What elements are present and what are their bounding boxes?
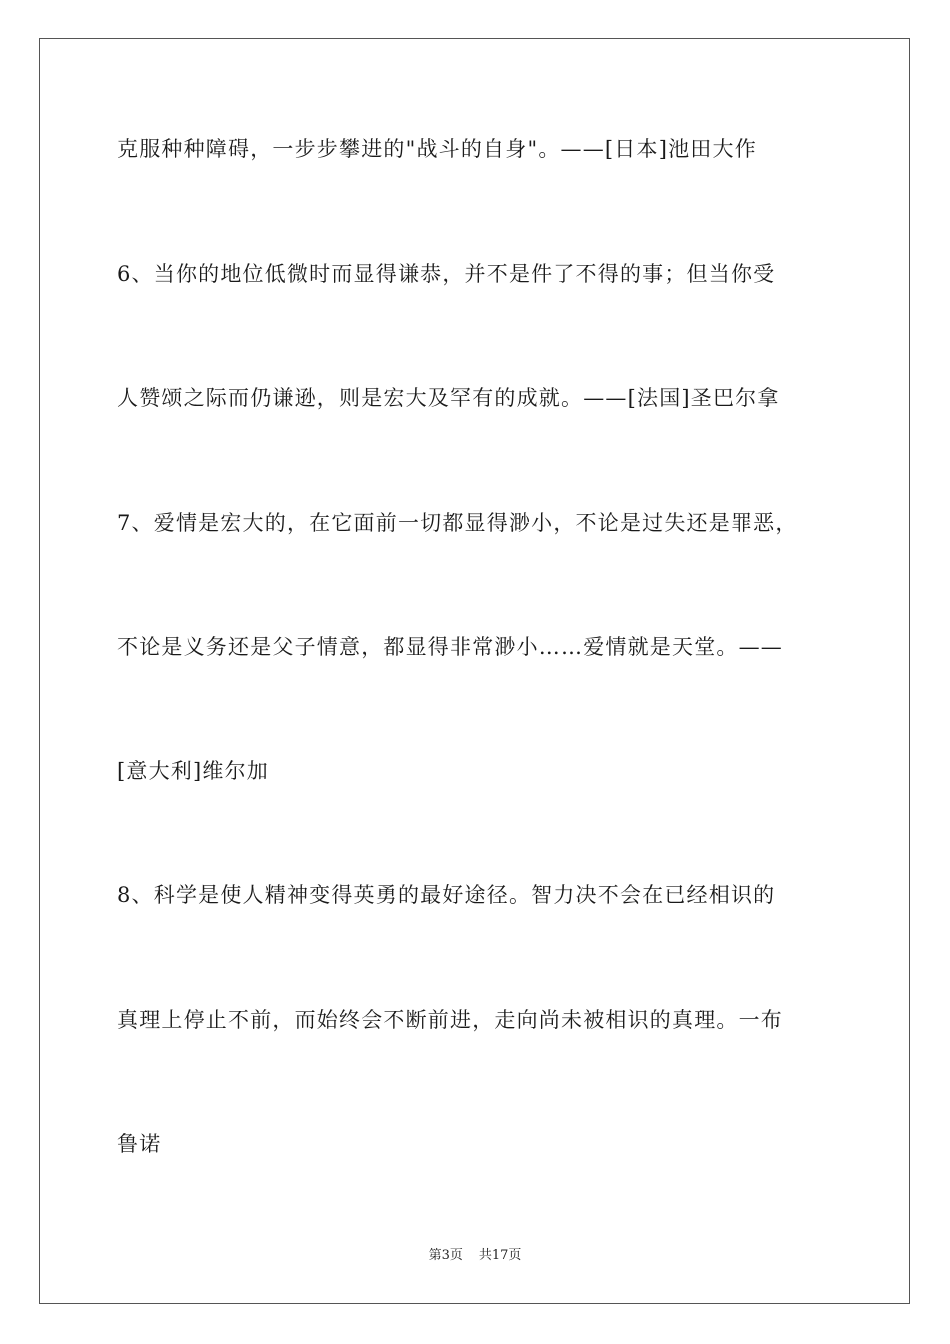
page-total: 共17页 — [478, 1248, 522, 1263]
text-line-6: [意大利]维尔加 — [117, 759, 269, 783]
text-line-1: 克服种种障碍，一步步攀进的"战斗的自身"。——[日本]池田大作 — [117, 137, 757, 161]
text-line-5: 不论是义务还是父子情意，都显得非常渺小……爱情就是天堂。—— — [117, 635, 783, 659]
page-border — [39, 38, 910, 1304]
text-line-2: 6、当你的地位低微时而显得谦恭，并不是件了不得的事；但当你受 — [117, 262, 776, 286]
page-footer — [0, 1247, 950, 1265]
text-line-9: 鲁诺 — [117, 1132, 162, 1156]
text-line-3: 人赞颂之际而仍谦逊，则是宏大及罕有的成就。——[法国]圣巴尔拿 — [117, 386, 780, 410]
text-line-4: 7、爱情是宏大的，在它面前一切都显得渺小，不论是过失还是罪恶， — [117, 511, 798, 535]
page-number: 第3页 — [428, 1248, 463, 1263]
text-line-7: 8、科学是使人精神变得英勇的最好途径。智力决不会在已经相识的 — [117, 883, 776, 907]
text-line-8: 真理上停止不前，而始终会不断前进，走向尚未被相识的真理。一布 — [117, 1008, 783, 1032]
